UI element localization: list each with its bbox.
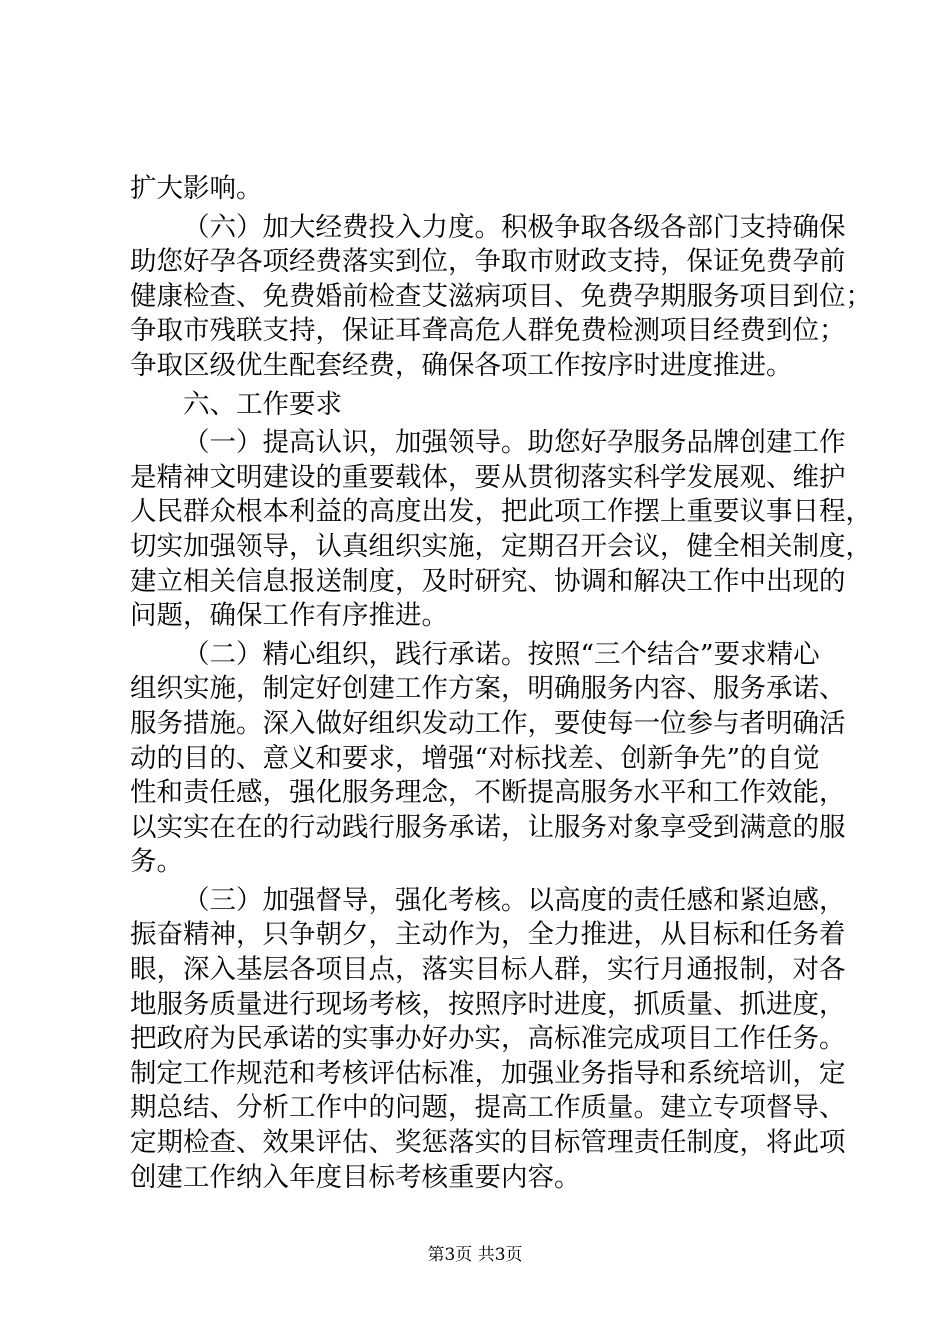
paragraph: [130, 211, 872, 384]
text-line: 把政府为民承诺的实事办好办实，高标准完成项目工作任务。: [130, 1023, 846, 1055]
text-line: 创建工作纳入年度目标考核重要内容。: [130, 1161, 581, 1193]
text-line: 争取区级优生配套经费，确保各项工作按序时进度推进。: [130, 349, 793, 381]
paragraph: [130, 426, 872, 634]
text-line: 定期检查、效果评估、奖惩落实的目标管理责任制度，将此项: [130, 1127, 846, 1159]
paragraph: [130, 884, 846, 1195]
text-line: 切实加强领导，认真组织实施，定期召开会议，健全相关制度，: [130, 530, 872, 562]
paragraph: [130, 638, 846, 880]
document-body: [130, 172, 872, 1195]
text-line: 扩大影响。: [130, 173, 263, 204]
text-line: （一）提高认识，加强领导。助您好孕服务品牌创建工作: [183, 427, 846, 459]
text-line: 争取市残联支持，保证耳聋高危人群免费检测项目经费到位；: [130, 315, 846, 347]
text-line: 建立相关信息报送制度，及时研究、协调和解决工作中出现的: [130, 565, 846, 597]
text-line: 制定工作规范和考核评估标准，加强业务指导和系统培训，定: [130, 1057, 846, 1089]
text-line: 振奋精神，只争朝夕，主动作为，全力推进，从目标和任务着: [130, 919, 846, 951]
text-line: 是精神文明建设的重要载体，要从贯彻落实科学发展观、维护: [130, 461, 846, 493]
text-line: 助您好孕各项经费落实到位，争取市财政支持，保证免费孕前: [130, 246, 846, 278]
text-line: 服务措施。深入做好组织发动工作，要使每一位参与者明确活: [130, 707, 846, 739]
page-footer: 第3页 共3页: [427, 1245, 523, 1265]
paragraph: [130, 172, 842, 207]
text-line: （六）加大经费投入力度。积极争取各级各部门支持确保: [183, 211, 846, 243]
text-line: 眼，深入基层各项目点，落实目标人群，实行月通报制，对各: [130, 954, 846, 986]
text-line: （二）精心组织，践行承诺。按照“三个结合”要求精心: [183, 638, 820, 670]
text-line: 人民群众根本利益的高度出发，把此项工作摆上重要议事日程，: [130, 496, 872, 528]
text-line: 问题，确保工作有序推进。: [130, 600, 448, 632]
text-line: 健康检查、免费婚前检查艾滋病项目、免费孕期服务项目到位；: [130, 280, 872, 312]
text-line: 期总结、分析工作中的问题，提高工作质量。建立专项督导、: [130, 1092, 846, 1124]
text-line: 以实实在在的行动践行服务承诺，让服务对象享受到满意的服: [130, 811, 846, 843]
text-line: 组织实施，制定好创建工作方案，明确服务内容、服务承诺、: [130, 673, 846, 705]
text-line: 动的目的、意义和要求，增强“对标找差、创新争先”的自觉: [130, 742, 820, 774]
text-line: 务。: [130, 846, 183, 878]
text-line: 地服务质量进行现场考核，按照序时进度，抓质量、抓进度，: [130, 988, 846, 1020]
text-line: 六、工作要求: [183, 388, 342, 420]
text-line: （三）加强督导，强化考核。以高度的责任感和紧迫感，: [183, 884, 846, 916]
text-line: 性和责任感，强化服务理念，不断提高服务水平和工作效能，: [130, 777, 846, 809]
paragraph: [130, 388, 842, 423]
